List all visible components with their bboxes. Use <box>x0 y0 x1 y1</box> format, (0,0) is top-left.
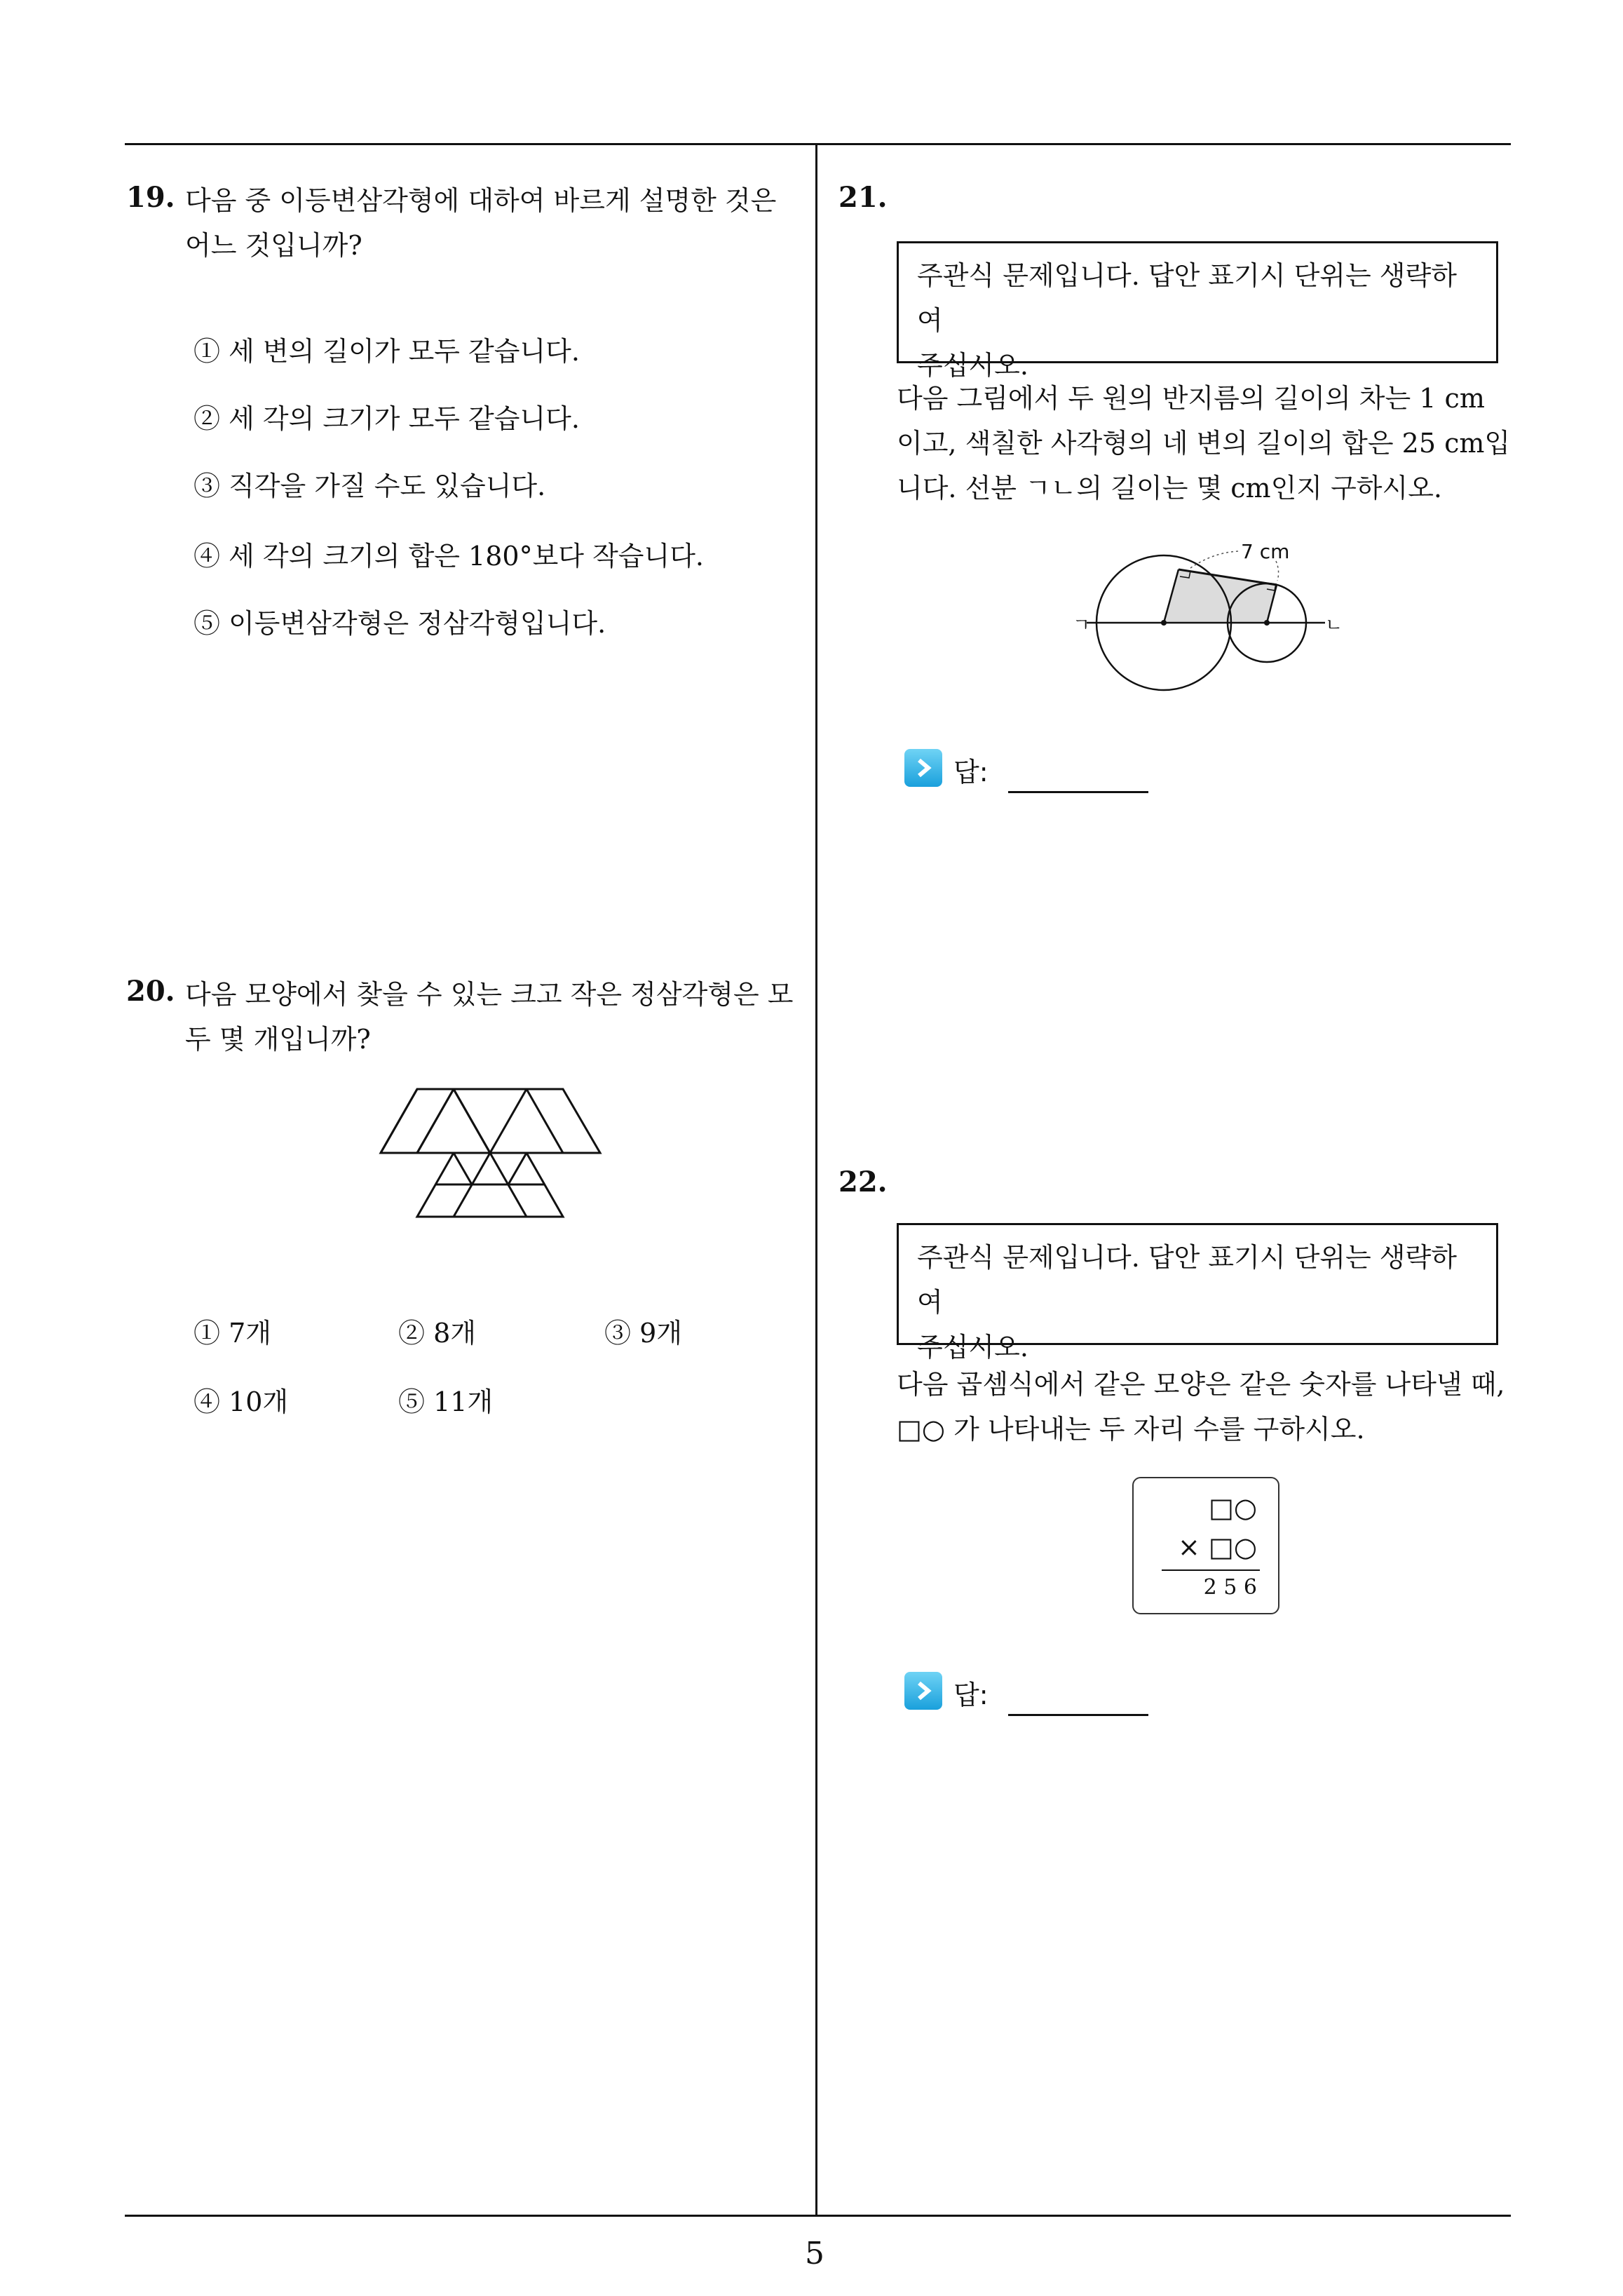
question-22-line2: □○ 가 나타내는 두 자리 수를 구하시오. <box>897 1414 1365 1445</box>
top-rule <box>125 143 1511 145</box>
triangle-figure <box>381 1089 612 1222</box>
question-19-number: 19. <box>126 181 175 214</box>
answer-label: 답: <box>953 757 989 788</box>
question-20-choice-4[interactable]: ④ 10개 <box>193 1386 289 1417</box>
notice-line2: 주십시오. <box>917 350 1028 381</box>
notice-line1: 주관식 문제입니다. 답안 표기시 단위는 생략하여 <box>917 1242 1457 1318</box>
question-22-answer <box>904 1672 1148 1716</box>
answer-input-line[interactable] <box>1008 749 1148 793</box>
point-label-left: ㄱ <box>1073 615 1091 636</box>
question-19-choice-4[interactable]: ④ 세 각의 크기의 합은 180°보다 작습니다. <box>193 541 704 572</box>
question-22-notice <box>897 1223 1498 1363</box>
column-divider <box>815 143 817 2216</box>
question-19-line2: 어느 것입니까? <box>185 230 362 261</box>
question-19-choice-1[interactable]: ① 세 변의 길이가 모두 같습니다. <box>193 336 580 367</box>
question-21-number: 21. <box>838 181 888 214</box>
question-22-line1: 다음 곱셈식에서 같은 모양은 같은 숫자를 나타낼 때, <box>897 1369 1505 1400</box>
multiplier: × □○ <box>1178 1532 1257 1562</box>
multiplication-line <box>1162 1569 1260 1571</box>
question-20-line2: 두 몇 개입니까? <box>185 1024 371 1055</box>
answer-label: 답: <box>953 1680 989 1710</box>
question-20-number: 20. <box>126 975 175 1008</box>
page-number: 5 <box>805 2236 824 2271</box>
chevron-right-icon <box>904 749 942 787</box>
question-20-choice-5[interactable]: ⑤ 11개 <box>398 1386 494 1417</box>
question-19-choice-3[interactable]: ③ 직각을 가질 수도 있습니다. <box>193 471 546 501</box>
question-21-line3: 니다. 선분 ㄱㄴ의 길이는 몇 cm인지 구하시오. <box>897 473 1442 504</box>
circles-figure <box>1073 532 1381 700</box>
answer-input-line[interactable] <box>1008 1672 1148 1716</box>
chevron-right-icon <box>904 1672 942 1710</box>
question-22-number: 22. <box>838 1166 888 1198</box>
question-21-line1: 다음 그림에서 두 원의 반지름의 길이의 차는 1 cm <box>897 383 1485 414</box>
multiplicand: □○ <box>1208 1492 1257 1523</box>
notice-line1: 주관식 문제입니다. 답안 표기시 단위는 생략하여 <box>917 260 1457 336</box>
question-20-line1: 다음 모양에서 찾을 수 있는 크고 작은 정삼각형은 모 <box>185 979 794 1010</box>
notice-line2: 주십시오. <box>917 1332 1028 1363</box>
question-20-choice-1[interactable]: ① 7개 <box>193 1318 271 1349</box>
question-20-choice-2[interactable]: ② 8개 <box>398 1318 476 1349</box>
question-21-notice <box>897 241 1498 381</box>
question-20-choice-3[interactable]: ③ 9개 <box>604 1318 682 1349</box>
question-19-choice-5[interactable]: ⑤ 이등변삼각형은 정삼각형입니다. <box>193 608 606 639</box>
question-19-line1: 다음 중 이등변삼각형에 대하여 바르게 설명한 것은 <box>185 185 777 216</box>
bottom-rule <box>125 2215 1511 2217</box>
multiplication-box <box>1132 1477 1279 1614</box>
question-19-choice-2[interactable]: ② 세 각의 크기가 모두 같습니다. <box>193 403 580 434</box>
product: 2 5 6 <box>1203 1575 1257 1600</box>
question-21-answer <box>904 749 1148 793</box>
length-label: 7 cm <box>1241 540 1290 563</box>
point-label-right: ㄴ <box>1325 615 1343 636</box>
question-21-line2: 이고, 색칠한 사각형의 네 변의 길이의 합은 25 cm입 <box>897 428 1511 459</box>
